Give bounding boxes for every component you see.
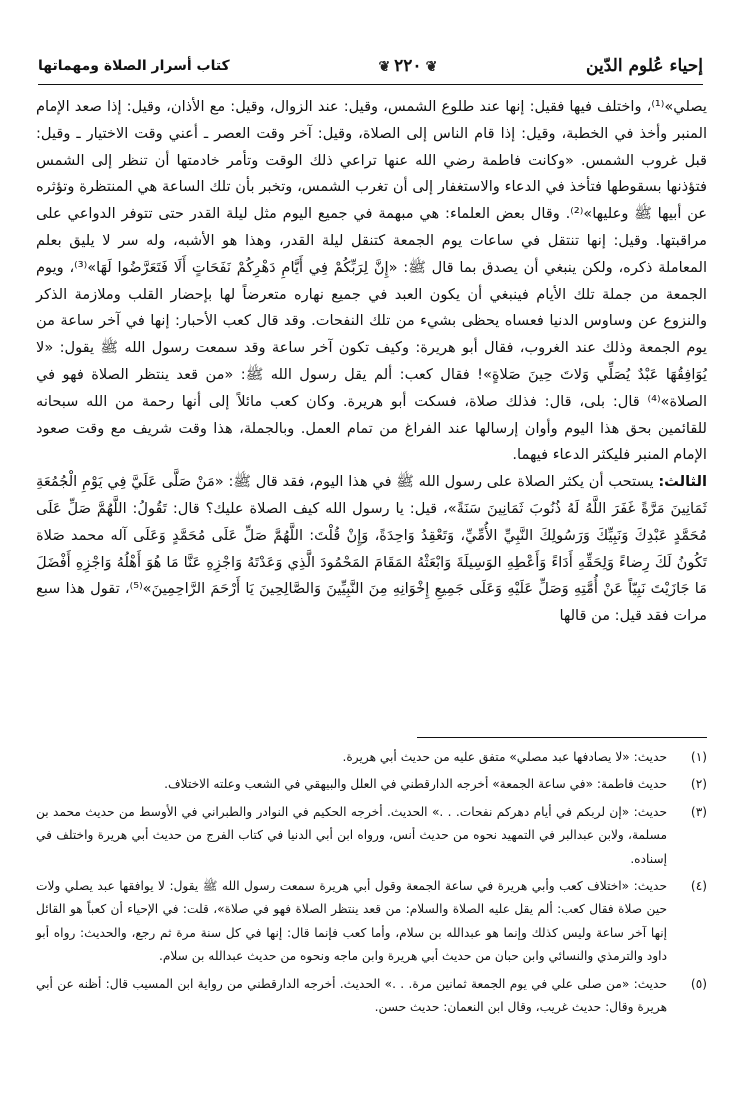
paragraph-2-text: يستحب أن يكثر الصلاة على رسول الله ﷺ في هذا اليوم، فقد قال ﷺ: «مَنْ صَلَّى عَلَيَّ فِي يَوْمِ الْجُمُعَةِ ثَمَانِينَ مَرَّةً غَفَرَ اللَّهُ لَهُ ذُنُوبَ ثَمَانِينَ سَنَةً»، قيل: يا رسول الله كيف الصلاة عليك؟ قال: تَقُولُ: اللَّهُمَّ صَلِّ عَلَى مُحَمَّدٍ عَبْدِكَ وَنَبِيِّكَ وَرَسُولِكَ النَّبِيِّ الأُمِّيِّ، وَتَعْقِدُ وَاحِدَةً، وَإِنْ قُلْتَ: اللَّهُمَّ صَلِّ عَلَى مُحَمَّدٍ وَعَلَى آله محمد صَلاة تَكُونُ لَكَ رِضاءً وَلِحَقِّهِ أَدَاءً وَأَعْطِهِ الوَسِيلَةَ وَابْعَثْهُ المَقَامَ المَحْمُودَ الَّذِي وَعَدْتَهُ وَاجْزِهِ عَنَّا مَا هُوَ أَهْلُهُ وَاجْزِهِ أَفْضَلَ مَا جَازَيْتَ نَبِيّاً عَنْ أُمَّتِهِ وَصَلِّ عَلَيْهِ وَعَلَى جَمِيعِ إِخْوَانِهِ مِنَ النَّبِيِّينَ وَالصَّالِحِينَ يَا أَرْحَمَ الرَّاحِمِينَ»⁽⁵⁾، تقول هذا سبع مرات فقد قيل: من قالها: [36, 473, 707, 625]
footnote-item: [36, 746, 707, 769]
footnote-number: (٤): [690, 879, 707, 894]
paragraph-2: [36, 469, 707, 630]
footnote-text: حديث فاطمة: «في ساعة الجمعة» أخرجه الدارقطني في العلل والبيهقي في الشعب وعلته الاختلاف.: [164, 777, 667, 792]
footnote-divider: [417, 737, 707, 738]
book-title: إحياء عُلوم الدّين: [586, 56, 703, 76]
footnote-text: حديث: «اختلاف كعب وأبي هريرة في ساعة الجمعة وقول أبي هريرة سمعت رسول الله ﷺ يقول: لا يوافقها عبد يصلي ولات حين صلاة فقال كعب: ألم يقل عليه الصلاة والسلام: من قعد ينتظر الصلاة فهو في صلاة»، قلت: في الإحياء أن كعباً هو القائل إنها آخر ساعة وليس كذلك وإنما هو عبدالله بن سلام، وأما كعب فإنما قال: إنها في كل سنة مرة ثم رجع، والحديث: رواه أبو داود والترمذي والنسائي وابن حبان من حديث أبي هريرة وابن ماجه ونحوه من حديث عبدالله بن سلام.: [36, 879, 667, 964]
footnote-item: [36, 875, 707, 969]
page-number: ٢٢٠: [394, 56, 422, 76]
footnote-number: (٥): [690, 976, 707, 991]
page-header: [38, 48, 703, 85]
section-lead: الثالث:: [658, 473, 707, 491]
paragraph-1: يصلي»⁽¹⁾، واختلف فيها فقيل: إنها عند طلوع الشمس، وقيل: عند الزوال، وقيل: مع الأذان، وقيل: إذا صعد الإمام المنبر وأخذ في الخطبة، وقيل: إذا قام الناس إلى الصلاة، وقيل: آخر وقت العصر ـ أعني وقت الاختيار ـ وقيل: قبل غروب الشمس. «وكانت فاطمة رضي الله عنها تراعي ذلك الوقت وتأمر خادمتها أن تنظر إلى الشمس فتؤذنها بسقوطها فتأخذ في الدعاء والاستغفار إلى أن تغرب الشمس، وتخبر بأن تلك الساعة هي المنتظرة وتؤثره عن أبيها ﷺ وعليها»⁽²⁾. وقال بعض العلماء: هي مبهمة في جميع اليوم مثل ليلة القدر حتى تتوفر الدواعي على مراقبتها. وقيل: إنها تنتقل في ساعات يوم الجمعة كتنقل ليلة القدر، وهذا هو الأشبه، وله سر لا يليق بعلم المعاملة ذكره، ولكن ينبغي أن يصدق بما قال ﷺ: «إِنَّ لِرَبِّكُمْ فِي أَيَّامِ دَهْرِكُمْ نَفَحَاتٍ أَلَا فَتَعَرَّضُوا لَهَا»⁽³⁾، ويوم الجمعة من جملة تلك الأيام فينبغي أن يكون العبد في جميع نهاره متعرضاً لها بإحضار القلب وملازمة الذكر والنزوع عن وساوس الدنيا فعساه يحظى بشيء من تلك النفحات. وقد قال كعب الأحبار: إنها في آخر ساعة من يوم الجمعة وذلك عند الغروب، فقال أبو هريرة: وكيف تكون آخر ساعة وقد سمعت رسول الله ﷺ يقول: «لا يُوَافِقُهَا عَبْدٌ يُصَلِّي وَلاتَ حِينَ صَلاةٍ»! فقال كعب: ألم يقل رسول الله ﷺ: «من قعد ينتظر الصلاة فهو في الصلاة»⁽⁴⁾ قال: بلى، قال: فذلك صلاة، فسكت أبو هريرة. وكان كعب مائلاً إلى أنها رحمة من الله سبحانه للقائمين بحق هذا اليوم وأوان إرسالها عند الفراغ من تمام العمل. وبالجملة، هذا وقت شريف مع وقت صعود الإمام المنبر فليكثر الدعاء فيهما.: [36, 98, 708, 464]
footnote-item: [36, 973, 707, 1020]
chapter-title: كتاب أسرار الصلاة ومهماتها: [38, 58, 230, 74]
page-number-block: [374, 56, 441, 76]
main-text: [36, 94, 707, 630]
footnote-item: [36, 773, 707, 796]
footnote-number: (٢): [690, 777, 707, 792]
ornament-right-icon: ❦: [425, 59, 438, 75]
footnote-item: [36, 801, 707, 871]
footnote-text: حديث: «من صلى علي في يوم الجمعة ثمانين مرة. . .» الحديث. أخرجه الدارقطني من رواية ابن المسيب قال: أظنه عن أبي هريرة وقال: حديث غريب، وقال ابن النعمان: حديث حسن.: [36, 976, 667, 1015]
footnote-text: حديث: «إن لربكم في أيام دهركم نفحات. . .» الحديث. أخرجه الحكيم في النوادر والطبراني في الأوسط من حديث محمد بن مسلمة، ولابن عبدالبر في التمهيد نحوه من حديث أنس، ورواه ابن أبي الدنيا في كتاب الفرج من حديث أبي هريرة واختلف في إسناده.: [36, 804, 667, 866]
footnotes: [36, 746, 707, 1023]
footnote-number: (٣): [690, 804, 707, 819]
ornament-left-icon: ❦: [378, 59, 391, 75]
footnote-text: حديث: «لا يصادفها عبد مصلي» متفق عليه من حديث أبي هريرة.: [342, 750, 667, 764]
footnote-number: (١): [690, 750, 707, 764]
